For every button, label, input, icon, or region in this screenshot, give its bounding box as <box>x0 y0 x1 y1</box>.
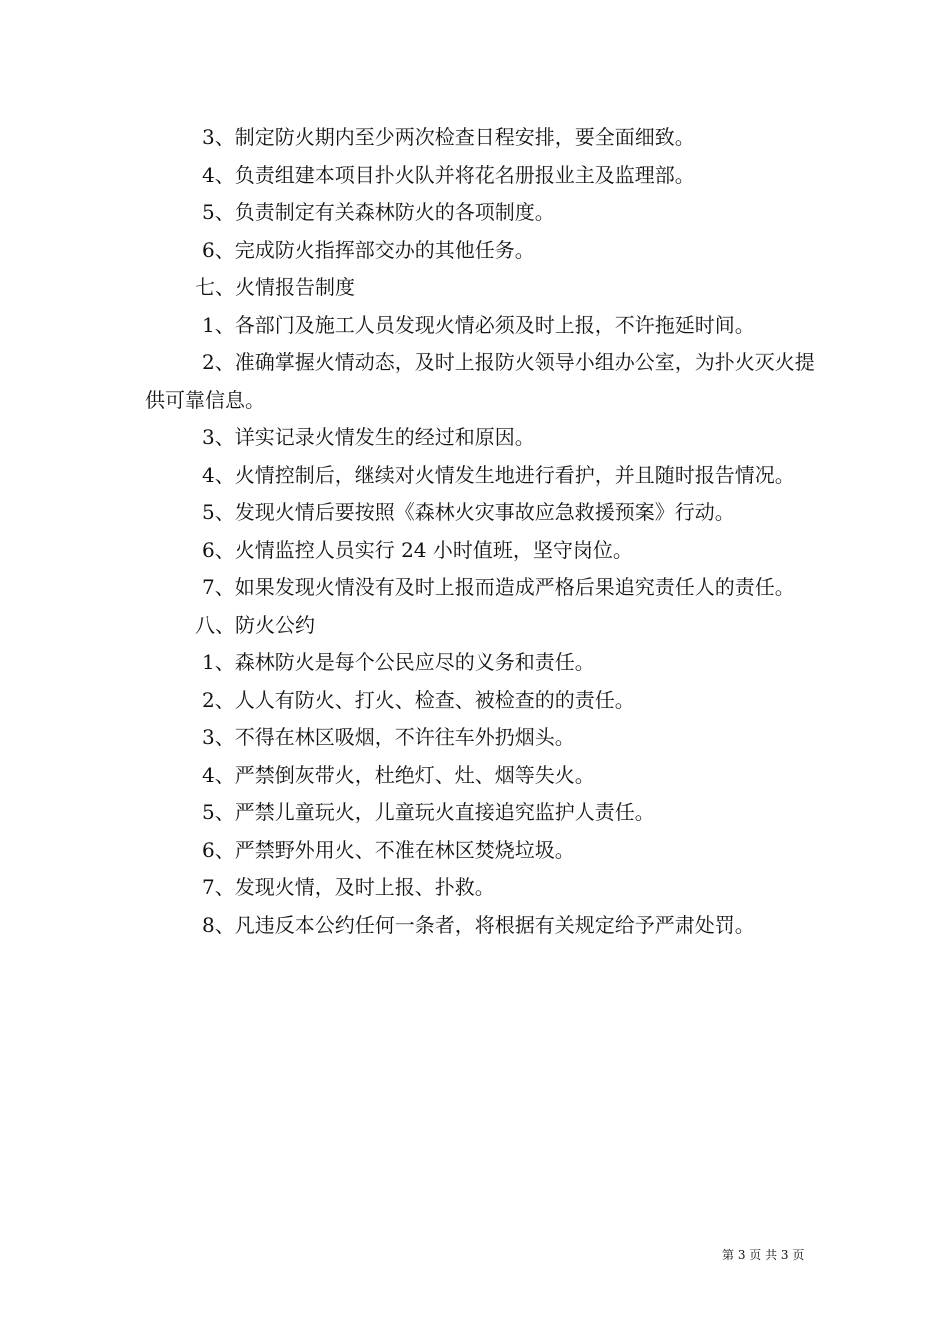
paragraph-item-4: 4、负责组建本项目扑火队并将花名册报业主及监理部。 <box>202 162 695 187</box>
paragraph-report-2: 2、准确掌握火情动态，及时上报防火领导小组办公室，为扑火灭火提供可靠信息。 <box>145 350 815 412</box>
paragraph-item-6: 6、完成防火指挥部交办的其他任务。 <box>202 237 535 262</box>
section-heading-fire-report: 七、火情报告制度 <box>195 275 355 299</box>
paragraph-convention-6: 6、严禁野外用火、不准在林区焚烧垃圾。 <box>202 837 575 862</box>
paragraph-report-1: 1、各部门及施工人员发现火情必须及时上报，不许拖延时间。 <box>202 312 755 337</box>
paragraph-item-5: 5、负责制定有关森林防火的各项制度。 <box>202 200 555 224</box>
paragraph-item-3: 3、制定防火期内至少两次检查日程安排，要全面细致。 <box>202 125 695 149</box>
section-heading-fire-convention: 八、防火公约 <box>195 612 315 637</box>
paragraph-convention-7: 7、发现火情，及时上报、扑救。 <box>202 875 495 899</box>
paragraph-convention-1: 1、森林防火是每个公民应尽的义务和责任。 <box>202 650 595 674</box>
page-number-footer: 第 3 页 共 3 页 <box>722 1248 805 1262</box>
paragraph-report-7: 7、如果发现火情没有及时上报而造成严格后果追究责任人的责任。 <box>202 575 795 599</box>
paragraph-report-5: 5、发现火情后要按照《森林火灾事故应急救援预案》行动。 <box>202 500 735 524</box>
document-body <box>145 119 815 944</box>
paragraph-report-3: 3、详实记录火情发生的经过和原因。 <box>202 425 535 449</box>
paragraph-convention-2: 2、人人有防火、打火、检查、被检查的的责任。 <box>202 687 635 712</box>
paragraph-report-6: 6、火情监控人员实行 24 小时值班，坚守岗位。 <box>202 537 633 562</box>
paragraph-convention-5: 5、严禁儿童玩火，儿童玩火直接追究监护人责任。 <box>202 800 655 824</box>
paragraph-convention-3: 3、不得在林区吸烟，不许往车外扔烟头。 <box>202 725 575 749</box>
paragraph-convention-8: 8、凡违反本公约任何一条者，将根据有关规定给予严肃处罚。 <box>202 912 755 937</box>
paragraph-convention-4: 4、严禁倒灰带火，杜绝灯、灶、烟等失火。 <box>202 762 595 787</box>
paragraph-report-4: 4、火情控制后，继续对火情发生地进行看护，并且随时报告情况。 <box>202 462 795 487</box>
